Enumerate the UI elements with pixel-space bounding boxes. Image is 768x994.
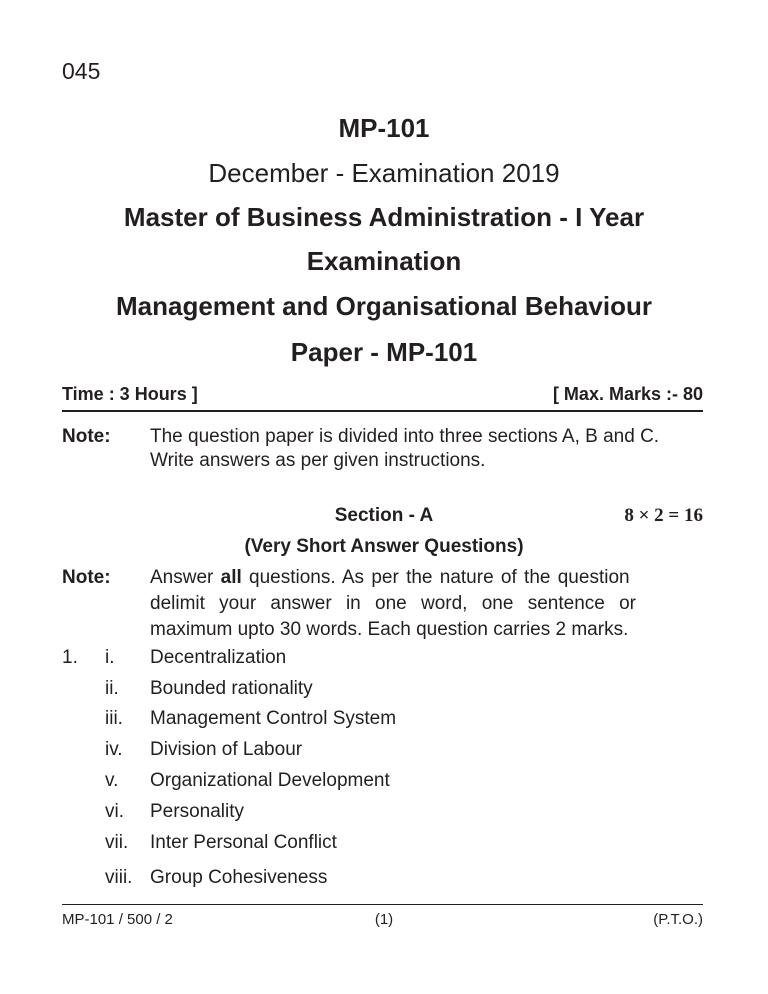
section-a-subtitle: (Very Short Answer Questions) — [244, 536, 524, 557]
item-text: Decentralization — [150, 647, 287, 668]
item-number: v. — [105, 770, 119, 791]
exam-title: December - Examination 2019 — [208, 158, 560, 188]
paper-title: Paper - MP-101 — [290, 337, 478, 367]
general-note-line: Write answers as per given instructions. — [150, 450, 486, 471]
footer-rule — [62, 904, 703, 905]
item-text: Bounded rationality — [150, 678, 313, 699]
question-number: 1. — [62, 647, 78, 668]
footer-code: MP-101 / 500 / 2 — [62, 911, 173, 928]
general-note-line: The question paper is divided into three sections A, B and C. — [150, 426, 660, 447]
note-text: Answer — [150, 567, 221, 588]
max-marks-label: [ Max. Marks :- 80 — [552, 384, 703, 404]
note-emphasis: all — [220, 567, 242, 588]
section-a-note-line: maximum upto 30 words. Each question carries 2 marks. — [150, 619, 629, 640]
section-a-marks: 8 × 2 = 16 — [624, 505, 703, 526]
header-rule — [62, 410, 703, 412]
item-number: ii. — [105, 678, 119, 699]
page-number: (1) — [374, 911, 394, 928]
paper-code-title: MP-101 — [338, 113, 430, 143]
item-number: i. — [105, 647, 115, 668]
section-a-note-label: Note: — [62, 567, 111, 588]
item-text: Management Control System — [150, 708, 397, 729]
item-number: vi. — [105, 801, 124, 822]
item-text: Organizational Development — [150, 770, 390, 791]
item-number: iii. — [105, 708, 123, 729]
general-note-label: Note: — [62, 426, 111, 447]
item-number: vii. — [105, 832, 129, 853]
section-a-title: Section - A — [334, 505, 434, 526]
pto-label: (P.T.O.) — [653, 911, 703, 928]
item-text: Group Cohesiveness — [150, 867, 328, 888]
subject-title: Management and Organisational Behaviour — [116, 291, 652, 321]
program-title: Master of Business Administration - I Year — [123, 202, 645, 232]
time-label: Time : 3 Hours ] — [62, 384, 198, 404]
item-number: viii. — [105, 867, 133, 888]
item-text: Division of Labour — [150, 739, 303, 760]
paper-code-number: 045 — [62, 58, 101, 84]
item-text: Inter Personal Conflict — [150, 832, 337, 853]
section-a-note-line: delimit your answer in one word, one sentence or — [150, 593, 637, 614]
item-text: Personality — [150, 801, 244, 822]
section-a-note-line — [150, 567, 630, 589]
examination-label: Examination — [306, 246, 462, 276]
note-text: questions. As per the nature of the question — [241, 567, 630, 588]
item-number: iv. — [105, 739, 123, 760]
